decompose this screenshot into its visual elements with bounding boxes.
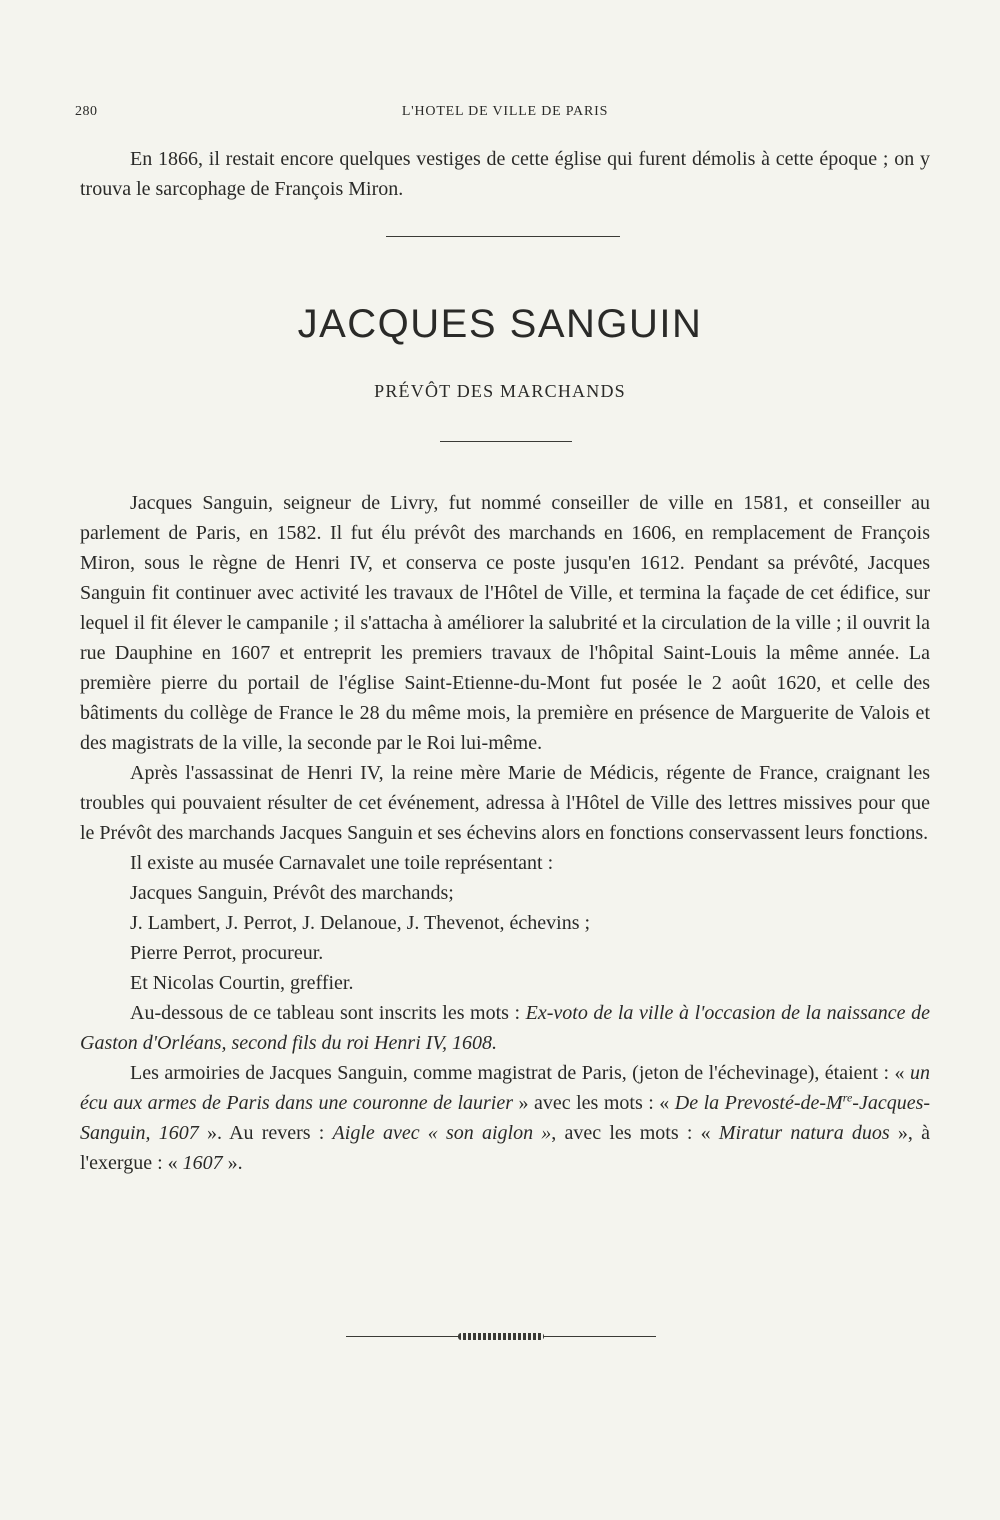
armoiries-reverse: Aigle avec « son aiglon » — [332, 1122, 552, 1144]
armoiries-text: ». Au revers : — [198, 1122, 333, 1144]
chapter-title: JACQUES SANGUIN — [297, 302, 703, 346]
paragraph-armoiries — [80, 1058, 930, 1178]
armoiries-blazon: un écu aux armes de Paris dans une couronne de laurier — [80, 1062, 930, 1114]
list-item: J. Lambert, J. Perrot, J. Delanoue, J. Thevenot, échevins ; — [130, 912, 591, 934]
main-text — [80, 488, 930, 1178]
tailpiece-line-left — [346, 1336, 458, 1337]
tailpiece-ornament — [346, 1332, 656, 1342]
list-item: Et Nicolas Courtin, greffier. — [130, 972, 354, 994]
list-item: Pierre Perrot, procureur. — [130, 942, 324, 964]
chapter-subtitle: PRÉVÔT DES MARCHANDS — [374, 381, 626, 401]
motto-part: -Jacques-Sanguin, 1607 — [80, 1092, 931, 1144]
paragraph-carnavalet: Il existe au musée Carnavalet une toile représentant : — [130, 852, 554, 874]
intro-text — [80, 144, 930, 204]
section-divider — [386, 236, 620, 237]
paragraph-biography: Jacques Sanguin, seigneur de Livry, fut nommé conseiller de ville en 1581, et conseiller au parlement de Paris, en 1582. Il fut élu prévôt des marchands en 1606, en remplacement de François Miron, sous le règne de Henri IV, et conserva ce poste jusqu'en 1612. Pendant sa prévôté, Jacques Sanguin fit continuer avec activité les travaux de l'Hôtel de Ville, et termina la façade de cet édifice, sur lequel il fit élever le campanile ; il s'attacha à améliorer la salubrité et la circulation de la ville ; il ouvrit la rue Dauphine en 1607 et entreprit les premiers travaux de l'hôpital Saint-Louis la même année. La première pierre du portail de l'église Saint-Etienne-du-Mont fut posée le 2 août 1620, et celle des bâtiments du collège de France le 28 du même mois, la première en présence de Marguerite de Valois et des magistrats de la ville, la seconde par le Roi lui-même. — [80, 492, 930, 754]
motto-part: De la Prevosté-de-M — [674, 1092, 843, 1114]
list-item: Jacques Sanguin, Prévôt des marchands; — [130, 882, 454, 904]
running-head — [75, 104, 935, 124]
armoiries-text: » avec les mots : « — [513, 1092, 675, 1114]
armoiries-reverse-motto: Miratur natura duos — [718, 1122, 890, 1144]
tailpiece-flourish — [458, 1333, 544, 1340]
paragraph-inscription — [80, 998, 930, 1058]
tailpiece-line-right — [544, 1336, 656, 1337]
paragraph-assassination: Après l'assassinat de Henri IV, la reine mère Marie de Médicis, régente de France, craignant les troubles qui pouvaient résulter de cet événement, adressa à l'Hôtel de Ville des lettres missives pour que le Prévôt des marchands Jacques Sanguin et ses échevins alors en fonctions conservassent leurs fonctions. — [80, 762, 930, 844]
title-divider — [440, 441, 572, 442]
armoiries-exergue: 1607 — [182, 1152, 223, 1174]
motto-superscript: re — [842, 1090, 853, 1105]
armoiries-text: », à l'exergue : « — [80, 1122, 930, 1174]
inscription-text: Ex-voto de la ville à l'occasion de la naissance de Gaston d'Orléans, second fils du roi Henri IV, 1608. — [80, 1002, 930, 1054]
running-title: L'HOTEL DE VILLE DE PARIS — [401, 104, 609, 119]
armoiries-text: Les armoiries de Jacques Sanguin, comme magistrat de Paris, (jeton de l'échevinage), étaient : « — [130, 1062, 910, 1084]
page-number: 280 — [75, 104, 98, 119]
intro-paragraph: En 1866, il restait encore quelques vestiges de cette église qui furent démolis à cette époque ; on y trouva le sarcophage de François Miron. — [80, 148, 930, 200]
inscription-lead: Au-dessous de ce tableau sont inscrits les mots : — [130, 1002, 526, 1024]
armoiries-text: , avec les mots : « — [551, 1122, 719, 1144]
armoiries-text: ». — [222, 1152, 243, 1174]
